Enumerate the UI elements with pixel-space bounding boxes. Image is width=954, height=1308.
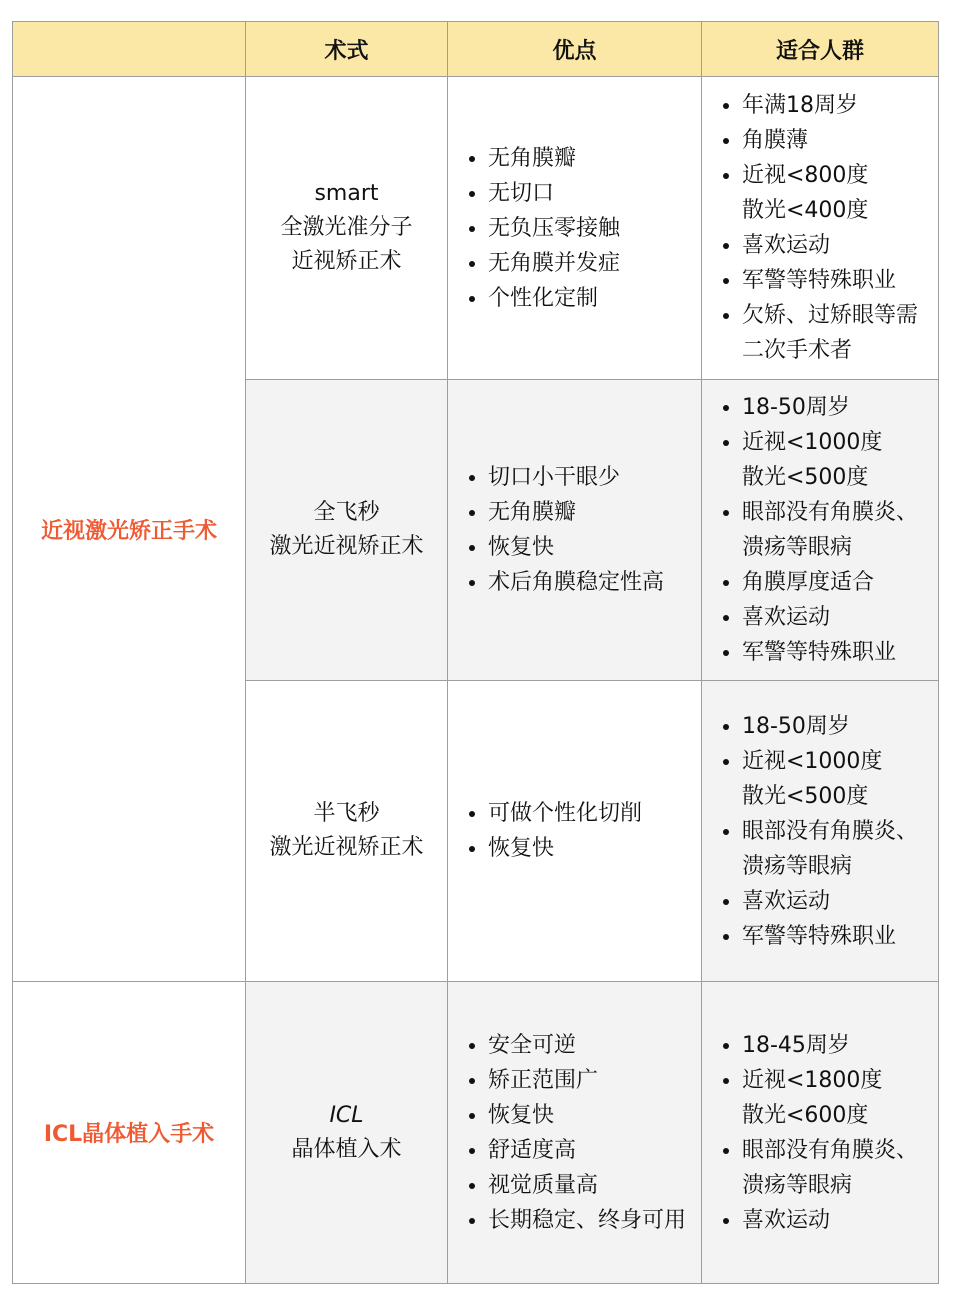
list-item: • 安全可逆 (488, 1028, 701, 1063)
list-item: • 舒适度高 (488, 1133, 701, 1168)
advantages-cell (448, 681, 702, 982)
list-item: • 视觉质量高 (488, 1168, 701, 1203)
header-advantages: 优点 (448, 22, 702, 77)
list-item: • 喜欢运动 (742, 884, 938, 919)
list-item: • 无角膜并发症 (488, 246, 701, 281)
suitable-cell (702, 681, 939, 982)
list-item: • 喜欢运动 (742, 600, 938, 635)
table-row (13, 982, 939, 1284)
technique-line: 半飞秒 (313, 801, 380, 826)
list-item: • 近视<1000度 散光<500度 (742, 744, 938, 814)
list-item: • 切口小干眼少 (488, 460, 701, 495)
list-item: • 角膜薄 (742, 123, 938, 158)
list-item: • 喜欢运动 (742, 1203, 938, 1238)
category-laser: 近视激光矫正手术 (13, 77, 246, 982)
technique-line: 全飞秒 (313, 500, 380, 525)
list-item: • 近视<800度 散光<400度 (742, 158, 938, 228)
technique-line: 晶体植入术 (291, 1136, 402, 1162)
list-item: • 恢复快 (488, 1098, 701, 1133)
advantages-list (448, 141, 701, 316)
header-row (13, 22, 939, 77)
list-item: • 近视<1800度 散光<600度 (742, 1063, 938, 1133)
list-item: • 术后角膜稳定性高 (488, 565, 701, 600)
list-item: • 个性化定制 (488, 281, 701, 316)
list-item: • 可做个性化切削 (488, 796, 701, 831)
list-item: • 恢复快 (488, 831, 701, 866)
suitable-list (702, 1028, 938, 1238)
technique-line: 激光近视矫正术 (269, 835, 424, 860)
suitable-list (702, 390, 938, 670)
list-item: • 军警等特殊职业 (742, 919, 938, 954)
list-item: • 军警等特殊职业 (742, 263, 938, 298)
list-item: • 无切口 (488, 176, 701, 211)
category-icl: ICL晶体植入手术 (13, 982, 246, 1284)
list-item: • 18-45周岁 (742, 1028, 938, 1063)
advantages-list (448, 460, 701, 600)
suitable-cell (702, 380, 939, 681)
technique-line: smart (314, 181, 379, 206)
list-item: • 眼部没有角膜炎、溃疡等眼病 (742, 814, 938, 884)
suitable-list (702, 709, 938, 954)
list-item: • 18-50周岁 (742, 709, 938, 744)
list-item: • 喜欢运动 (742, 228, 938, 263)
technique-cell (246, 77, 448, 380)
list-item: • 无角膜瓣 (488, 141, 701, 176)
technique-cell (246, 380, 448, 681)
advantages-cell (448, 77, 702, 380)
comparison-table (12, 21, 939, 1284)
list-item: • 长期稳定、终身可用 (488, 1203, 701, 1238)
list-item: • 无角膜瓣 (488, 495, 701, 530)
list-item: • 眼部没有角膜炎、溃疡等眼病 (742, 495, 938, 565)
header-suitable: 适合人群 (702, 22, 939, 77)
suitable-list (702, 88, 938, 368)
technique-line: 近视矫正术 (291, 249, 402, 274)
list-item: • 年满18周岁 (742, 88, 938, 123)
list-item: • 矫正范围广 (488, 1063, 701, 1098)
table-row (13, 77, 939, 380)
advantages-cell (448, 380, 702, 681)
suitable-cell (702, 982, 939, 1284)
list-item: • 角膜厚度适合 (742, 565, 938, 600)
suitable-cell (702, 77, 939, 380)
list-item: • 军警等特殊职业 (742, 635, 938, 670)
technique-line: 激光近视矫正术 (269, 534, 424, 559)
header-technique: 术式 (246, 22, 448, 77)
list-item: • 欠矫、过矫眼等需二次手术者 (742, 298, 938, 368)
advantages-list (448, 796, 701, 866)
list-item: • 18-50周岁 (742, 390, 938, 425)
advantages-list (448, 1028, 701, 1238)
list-item: • 近视<1000度 散光<500度 (742, 425, 938, 495)
list-item: • 眼部没有角膜炎、溃疡等眼病 (742, 1133, 938, 1203)
advantages-cell (448, 982, 702, 1284)
header-category (13, 22, 246, 77)
technique-cell (246, 681, 448, 982)
technique-cell (246, 982, 448, 1284)
technique-line: ICL (329, 1102, 364, 1128)
list-item: • 恢复快 (488, 530, 701, 565)
technique-line: 全激光准分子 (280, 215, 413, 240)
list-item: • 无负压零接触 (488, 211, 701, 246)
